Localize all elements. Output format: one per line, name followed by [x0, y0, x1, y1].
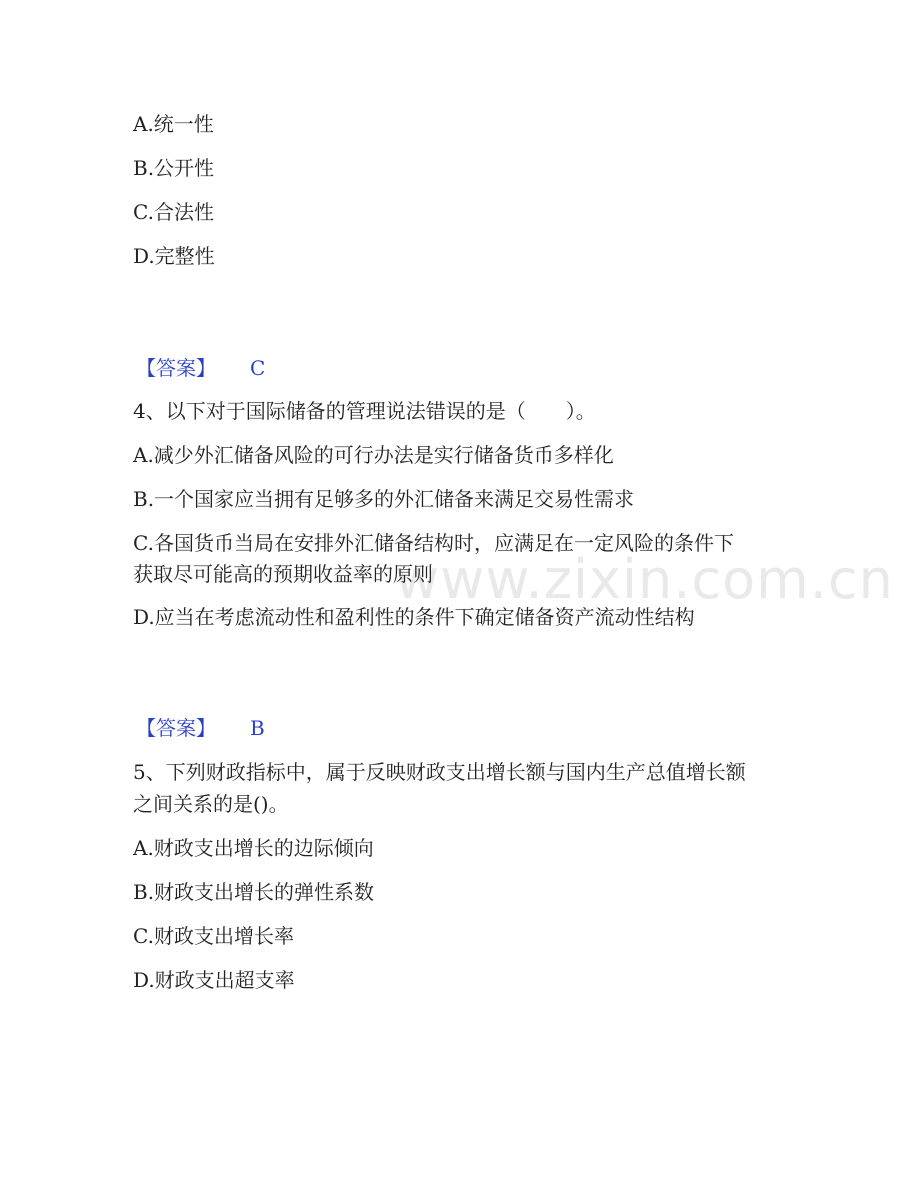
q4-option-c-continued: 获取尽可能高的预期收益率的原则: [133, 562, 433, 586]
q3-option-d: D.完整性: [133, 244, 215, 268]
q4-option-d: D.应当在考虑流动性和盈利性的条件下确定储备资产流动性结构: [133, 605, 695, 629]
q3-option-b: B.公开性: [133, 156, 215, 180]
q5-option-b: B.财政支出增长的弹性系数: [133, 880, 375, 904]
q3-option-c: C.合法性: [133, 200, 214, 224]
q5-stem-line2: 之间关系的是()。: [133, 792, 289, 816]
q3-option-a: A.统一性: [133, 112, 214, 136]
answer-letter: B: [250, 716, 265, 740]
q5-option-d: D.财政支出超支率: [133, 968, 295, 992]
q4-option-b: B.一个国家应当拥有足够多的外汇储备来满足交易性需求: [133, 487, 635, 511]
q5-option-a: A.财政支出增长的边际倾向: [133, 836, 374, 860]
q4-stem: 4、以下对于国际储备的管理说法错误的是（ ）。: [133, 399, 596, 423]
answer-letter: C: [250, 356, 266, 380]
watermark: www.zixin.com.cn: [395, 548, 894, 611]
q3-answer: [136, 356, 265, 380]
q5-option-c: C.财政支出增长率: [133, 924, 294, 948]
q4-option-c: C.各国货币当局在安排外汇储备结构时，应满足在一定风险的条件下: [133, 531, 734, 555]
answer-label: 【答案】: [136, 356, 216, 380]
q5-stem-line1: 5、下列财政指标中，属于反映财政支出增长额与国内生产总值增长额: [133, 760, 746, 784]
q4-option-a: A.减少外汇储备风险的可行办法是实行储备货币多样化: [133, 443, 614, 467]
q4-answer: [136, 716, 265, 740]
answer-label: 【答案】: [136, 716, 216, 740]
